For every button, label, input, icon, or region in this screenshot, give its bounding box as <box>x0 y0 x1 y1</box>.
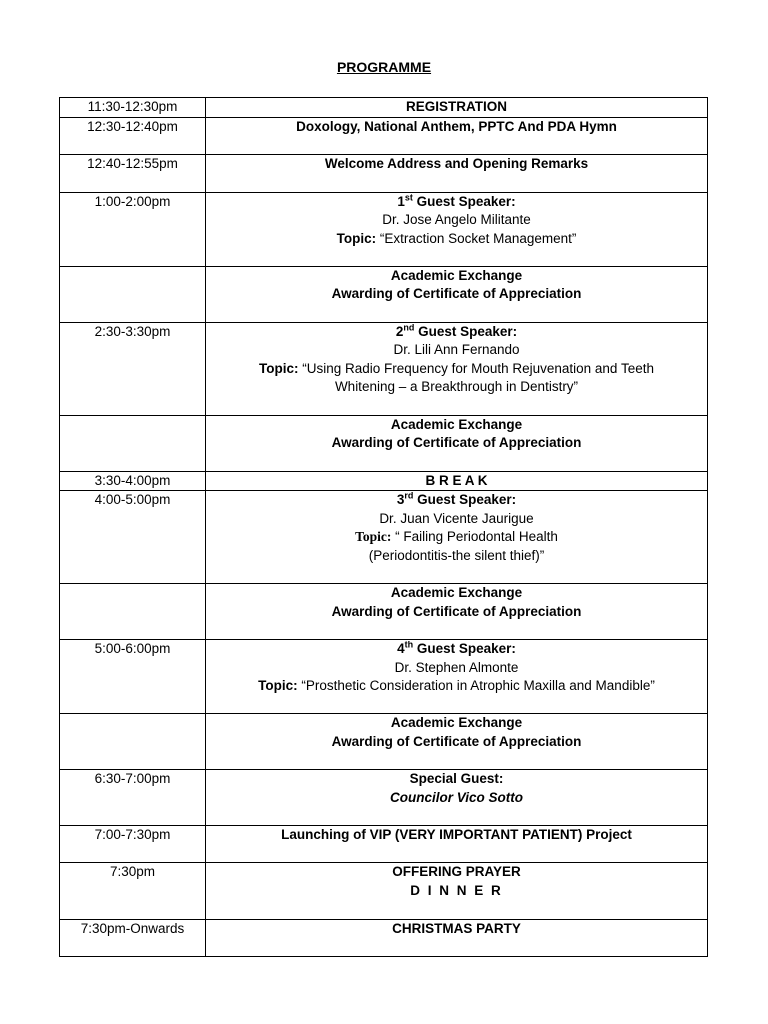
special-guest-name: Councilor Vico Sotto <box>390 789 523 805</box>
time-cell: 6:30-7:00pm <box>60 770 206 826</box>
time-cell: 7:30pm-Onwards <box>60 920 206 957</box>
speaker-name: Dr. Jose Angelo Militante <box>382 212 531 227</box>
table-row <box>60 826 708 863</box>
activity-cell <box>206 584 708 640</box>
time-cell: 11:30-12:30pm <box>60 98 206 118</box>
table-row <box>60 192 708 266</box>
table-row <box>60 266 708 322</box>
activity-cell <box>206 714 708 770</box>
activity-cell: Launching of VIP (VERY IMPORTANT PATIENT) Project <box>206 826 708 863</box>
topic-line: Topic: “Prosthetic Consideration in Atrophic Maxilla and Mandible” <box>258 678 655 693</box>
time-cell: 5:00-6:00pm <box>60 640 206 714</box>
activity-cell <box>206 770 708 826</box>
topic-line: Topic: “Using Radio Frequency for Mouth Rejuvenation and Teeth <box>259 360 654 376</box>
topic-line: Topic: “ Failing Periodontal Health <box>355 529 558 544</box>
time-cell <box>60 415 206 471</box>
offering-prayer-text: OFFERING PRAYER <box>392 864 521 879</box>
table-row <box>60 415 708 471</box>
special-guest-label: Special Guest: <box>409 771 504 786</box>
time-cell <box>60 714 206 770</box>
time-cell <box>60 266 206 322</box>
award-text: Awarding of Certificate of Appreciation <box>331 435 582 450</box>
academic-exchange-text: Academic Exchange <box>390 267 523 283</box>
table-row <box>60 640 708 714</box>
activity-cell: Doxology, National Anthem, PPTC And PDA Hymn <box>206 117 708 154</box>
table-row <box>60 863 708 920</box>
activity-cell <box>206 491 708 584</box>
speaker-name: Dr. Juan Vicente Jaurigue <box>379 510 534 526</box>
page-title: PROGRAMME <box>336 59 432 75</box>
activity-cell <box>206 863 708 920</box>
dinner-text: D I N N E R <box>410 882 503 898</box>
time-cell: 12:40-12:55pm <box>60 154 206 192</box>
time-cell: 2:30-3:30pm <box>60 322 206 415</box>
speaker-name: Dr. Lili Ann Fernando <box>393 342 520 357</box>
time-cell: 1:00-2:00pm <box>60 192 206 266</box>
activity-cell: Welcome Address and Opening Remarks <box>206 154 708 192</box>
topic-line-2: (Periodontitis-the silent thief)” <box>368 547 545 563</box>
activity-cell <box>206 415 708 471</box>
topic-line-2: Whitening – a Breakthrough in Dentistry” <box>334 379 579 394</box>
table-row <box>60 154 708 192</box>
guest-speaker-heading: 3rd Guest Speaker: <box>396 490 517 507</box>
activity-cell <box>206 322 708 415</box>
table-row <box>60 471 708 491</box>
table-row <box>60 491 708 584</box>
activity-cell <box>206 640 708 714</box>
speaker-name: Dr. Stephen Almonte <box>394 659 519 675</box>
topic-line: Topic: “Extraction Socket Management” <box>336 230 577 246</box>
table-row <box>60 322 708 415</box>
table-row <box>60 920 708 957</box>
activity-cell: B R E A K <box>206 471 708 491</box>
time-cell: 4:00-5:00pm <box>60 491 206 584</box>
table-row <box>60 714 708 770</box>
award-text: Awarding of Certificate of Appreciation <box>331 286 582 301</box>
time-cell: 7:30pm <box>60 863 206 920</box>
academic-exchange-text: Academic Exchange <box>390 715 523 730</box>
guest-speaker-heading: 4th Guest Speaker: <box>397 639 516 656</box>
table-row <box>60 770 708 826</box>
programme-table <box>59 97 708 957</box>
time-cell: 3:30-4:00pm <box>60 471 206 491</box>
time-cell: 12:30-12:40pm <box>60 117 206 154</box>
activity-cell: CHRISTMAS PARTY <box>206 920 708 957</box>
time-cell: 7:00-7:30pm <box>60 826 206 863</box>
activity-cell: REGISTRATION <box>206 98 708 118</box>
award-text: Awarding of Certificate of Appreciation <box>331 733 582 749</box>
guest-speaker-heading: 1st Guest Speaker: <box>397 192 516 209</box>
activity-cell <box>206 266 708 322</box>
table-row <box>60 117 708 154</box>
award-text: Awarding of Certificate of Appreciation <box>331 603 582 619</box>
activity-cell <box>206 192 708 266</box>
table-row <box>60 98 708 118</box>
time-cell <box>60 584 206 640</box>
academic-exchange-text: Academic Exchange <box>390 416 523 432</box>
guest-speaker-heading: 2nd Guest Speaker: <box>395 322 518 339</box>
table-row <box>60 584 708 640</box>
academic-exchange-text: Academic Exchange <box>390 585 523 600</box>
